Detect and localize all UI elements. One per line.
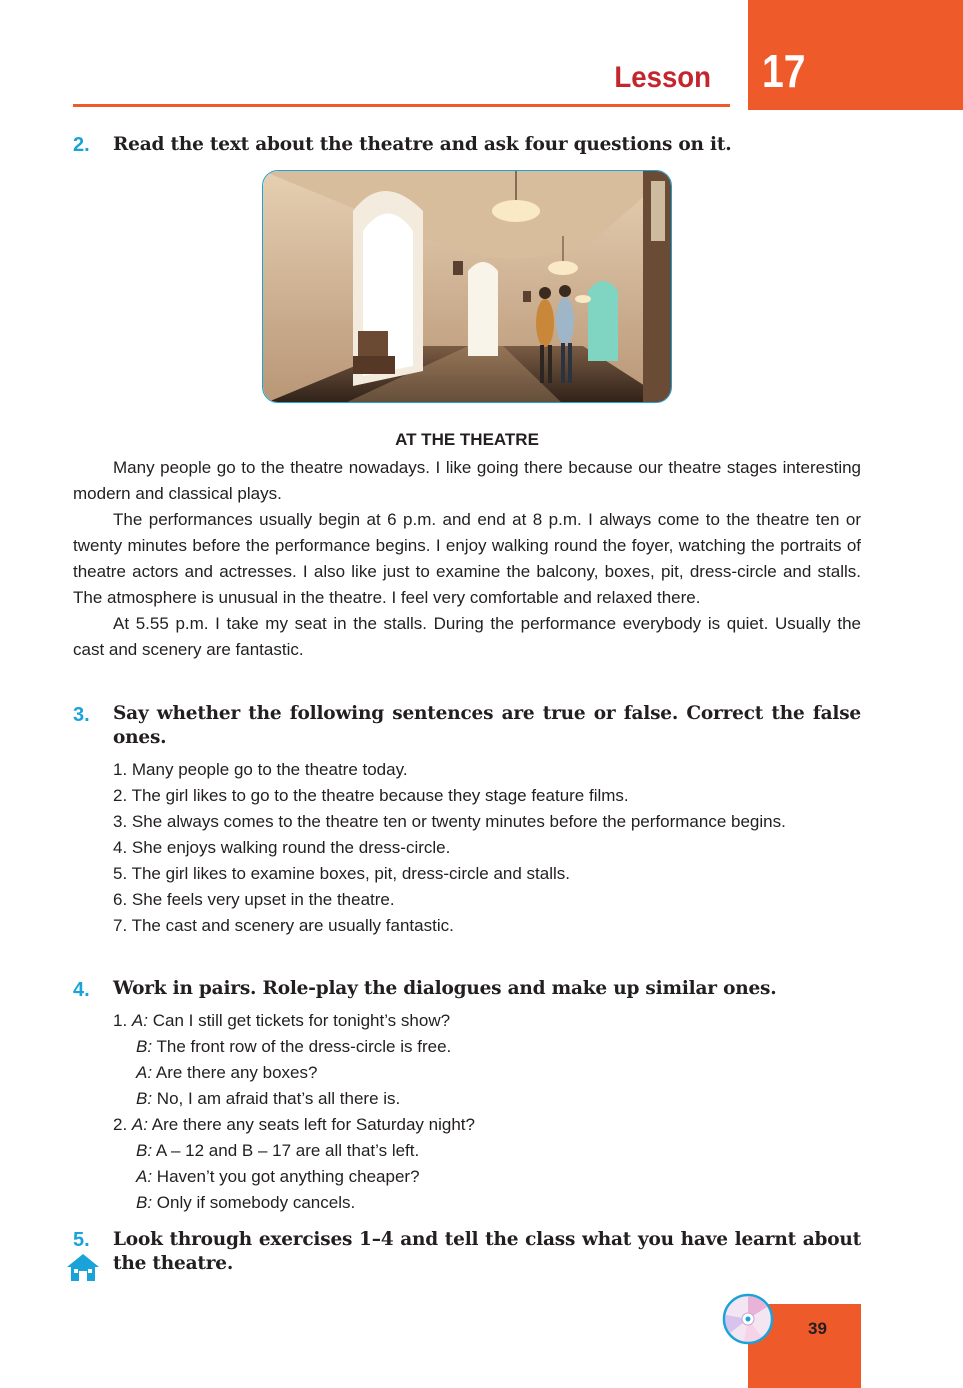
exercise-5-number: 5. — [73, 1229, 90, 1251]
list-item: 2. The girl likes to go to the theatre because they stage feature films. — [113, 786, 629, 805]
line-text: Only if somebody cancels. — [156, 1193, 356, 1212]
list-item: 3. She always comes to the theatre ten or twenty minutes before the performance begins. — [113, 812, 786, 831]
theatre-corridor-photo — [262, 170, 672, 403]
line-text: Are there any seats left for Saturday night? — [151, 1115, 475, 1134]
speaker-label: A: — [131, 1115, 148, 1134]
line-text: The front row of the dress-circle is free. — [156, 1037, 452, 1056]
dialogue-line — [113, 1164, 861, 1190]
line-text: Can I still get tickets for tonight’s show? — [152, 1011, 451, 1030]
dialogue-line — [113, 1138, 861, 1164]
list-item: 5. The girl likes to examine boxes, pit, dress-circle and stalls. — [113, 864, 570, 883]
home-icon — [66, 1252, 100, 1282]
text-title: AT THE THEATRE — [395, 430, 539, 449]
line-text: Are there any boxes? — [155, 1063, 318, 1082]
speaker-label: B: — [136, 1193, 153, 1212]
list-item: 7. The cast and scenery are usually fantastic. — [113, 916, 454, 935]
exercise-2-instruction: Read the text about the theatre and ask four questions on it. — [113, 134, 732, 155]
dialogue-line — [113, 1034, 861, 1060]
dialogues — [113, 1008, 861, 1216]
speaker-label: B: — [136, 1037, 153, 1056]
page-number: 39 — [808, 1319, 827, 1338]
exercise-2-number: 2. — [73, 134, 90, 156]
exercise-4-number: 4. — [73, 979, 90, 1001]
speaker-label: A: — [136, 1167, 153, 1186]
exercise-3-number: 3. — [73, 704, 90, 726]
paragraph: Many people go to the theatre nowadays. I like going there because our theatre stages interesting modern and classical plays. — [73, 458, 861, 503]
true-false-list — [73, 757, 861, 939]
list-item: 1. Many people go to the theatre today. — [113, 760, 408, 779]
dialogue-line — [113, 1190, 861, 1216]
speaker-label: A: — [136, 1063, 153, 1082]
dialogue-line — [113, 1112, 861, 1138]
header-rule — [73, 104, 730, 107]
dialogue-number: 2. — [113, 1115, 128, 1134]
speaker-label: B: — [136, 1089, 153, 1108]
dialogue-line — [113, 1086, 861, 1112]
speaker-label: B: — [136, 1141, 153, 1160]
list-item: 6. She feels very upset in the theatre. — [113, 890, 395, 909]
lesson-label: Lesson — [614, 61, 711, 94]
line-text: A – 12 and B – 17 are all that’s left. — [155, 1141, 420, 1160]
dialogue-line — [113, 1008, 861, 1034]
exercise-3-instruction: Say whether the following sentences are true or false. Correct the false ones. — [113, 703, 861, 748]
cd-icon — [722, 1293, 774, 1345]
paragraph: The performances usually begin at 6 p.m. and end at 8 p.m. I always come to the theatre ten or twenty minutes before the performance begins. I enjoy walking round the foyer, watching the portraits of theatre actors and actresses. I also like just to examine the balcony, boxes, pit, dress-circle and stalls. The atmosphere is unusual in the theatre. I feel very comfortable and relaxed there. — [73, 510, 861, 607]
dialogue-line — [113, 1060, 861, 1086]
line-text: No, I am afraid that’s all there is. — [156, 1089, 401, 1108]
exercise-4-instruction: Work in pairs. Role-play the dialogues and make up similar ones. — [113, 978, 777, 999]
lesson-number: 17 — [762, 45, 806, 97]
exercise-5-instruction: Look through exercises 1–4 and tell the class what you have learnt about the theatre. — [113, 1229, 861, 1274]
line-text: Haven’t you got anything cheaper? — [156, 1167, 420, 1186]
reading-text — [73, 455, 861, 663]
paragraph: At 5.55 p.m. I take my seat in the stalls. During the performance everybody is quiet. Usually the cast and scenery are fantastic. — [73, 614, 861, 659]
list-item: 4. She enjoys walking round the dress-circle. — [113, 838, 451, 857]
dialogue-number: 1. — [113, 1011, 128, 1030]
speaker-label: A: — [131, 1011, 148, 1030]
